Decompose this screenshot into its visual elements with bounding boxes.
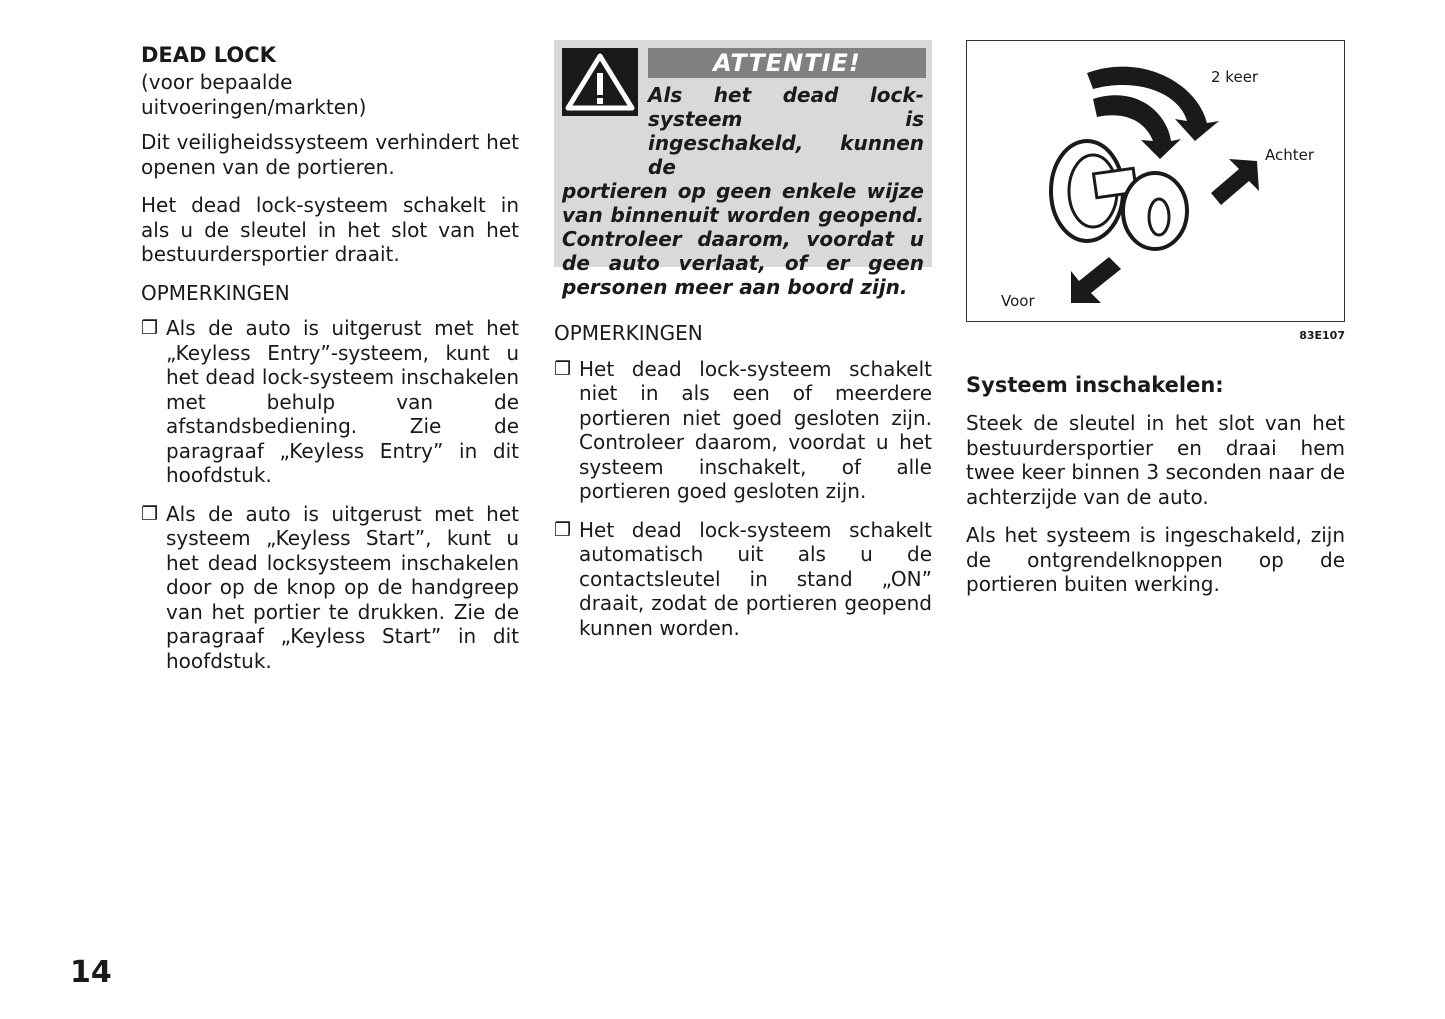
list-item xyxy=(554,518,932,641)
note-text: Als de auto is uitgerust met het systeem „Keyless Start”, kunt u het dead locksysteem inschakelen door op de knop op de handgreep van het portier te drukken. Zie de paragraaf „Keyless Start” in dit hoofdstuk. xyxy=(166,501,519,673)
key-turn-diagram xyxy=(967,41,1344,321)
warning-text-first: Als het dead lock-systeem is ingeschakeld, kunnen de xyxy=(648,83,924,179)
key-lock-illustration xyxy=(966,40,1345,322)
remarks-list xyxy=(554,357,932,641)
list-item xyxy=(141,502,519,674)
section-title: DEAD LOCK xyxy=(141,43,276,67)
warning-title: ATTENTIE! xyxy=(648,48,926,78)
remarks-list xyxy=(141,316,519,673)
activation-subheading: Systeem inschakelen: xyxy=(966,372,1224,397)
label-front: Voor xyxy=(1001,292,1035,310)
warning-box xyxy=(554,40,932,299)
activation-steps: Steek de sleutel in het slot van het bestuurdersportier en draai hem twee keer binnen 3 seconden naar de achterzijde van de auto. xyxy=(966,411,1345,509)
note-text: Als de auto is uitgerust met het „Keyless Entry”-systeem, kunt u het dead lock-systeem inschakelen met behulp van de afstandsbediening. Zie de paragraaf „Keyless Entry” in dit hoofdstuk. xyxy=(166,316,519,487)
warning-text xyxy=(562,83,924,299)
label-turns: 2 keer xyxy=(1211,68,1259,86)
checkbox-bullet-icon: ❒ xyxy=(554,357,572,380)
intro-paragraph: Dit veiligheidssysteem verhindert het openen van de portieren. xyxy=(141,130,519,179)
warning-text-rest: portieren op geen enkele wijze van binnenuit worden geopend. Controleer daarom, voordat u de auto verlaat, of er geen personen meer aan boord zijn. xyxy=(562,179,924,299)
remarks-heading: OPMERKINGEN xyxy=(554,321,703,345)
note-text: Het dead lock-systeem schakelt niet in als een of meerdere portieren niet goed gesloten zijn. Controleer daarom, voordat u het systeem inschakelt, of alle portieren goed gesloten zijn. xyxy=(579,356,932,503)
checkbox-bullet-icon: ❒ xyxy=(141,317,159,339)
figure-code: 83E107 xyxy=(1299,329,1345,342)
rear-direction-arrow-icon xyxy=(1211,159,1259,205)
column-right xyxy=(966,40,1345,611)
activation-result: Als het systeem is ingeschakeld, zijn de ontgrendelknoppen op de portieren buiten werking. xyxy=(966,523,1345,596)
page-number: 14 xyxy=(70,955,112,990)
front-direction-arrow-icon xyxy=(1071,257,1121,303)
list-item xyxy=(141,316,519,488)
checkbox-bullet-icon: ❒ xyxy=(141,502,159,525)
label-rear: Achter xyxy=(1265,146,1315,164)
checkbox-bullet-icon: ❒ xyxy=(554,518,572,541)
activation-paragraph: Het dead lock-systeem schakelt in als u de sleutel in het slot van het bestuurdersportier draait. xyxy=(141,193,519,266)
remarks-heading: OPMERKINGEN xyxy=(141,280,290,305)
column-middle xyxy=(554,40,932,654)
list-item xyxy=(554,357,932,504)
section-subtitle: (voor bepaalde uitvoeringen/markten) xyxy=(141,70,367,119)
note-text: Het dead lock-systeem schakelt automatisch uit als u de contactsleutel in stand „ON” draait, zodat de portieren geopend kunnen worden. xyxy=(579,517,932,640)
column-left xyxy=(141,40,519,687)
